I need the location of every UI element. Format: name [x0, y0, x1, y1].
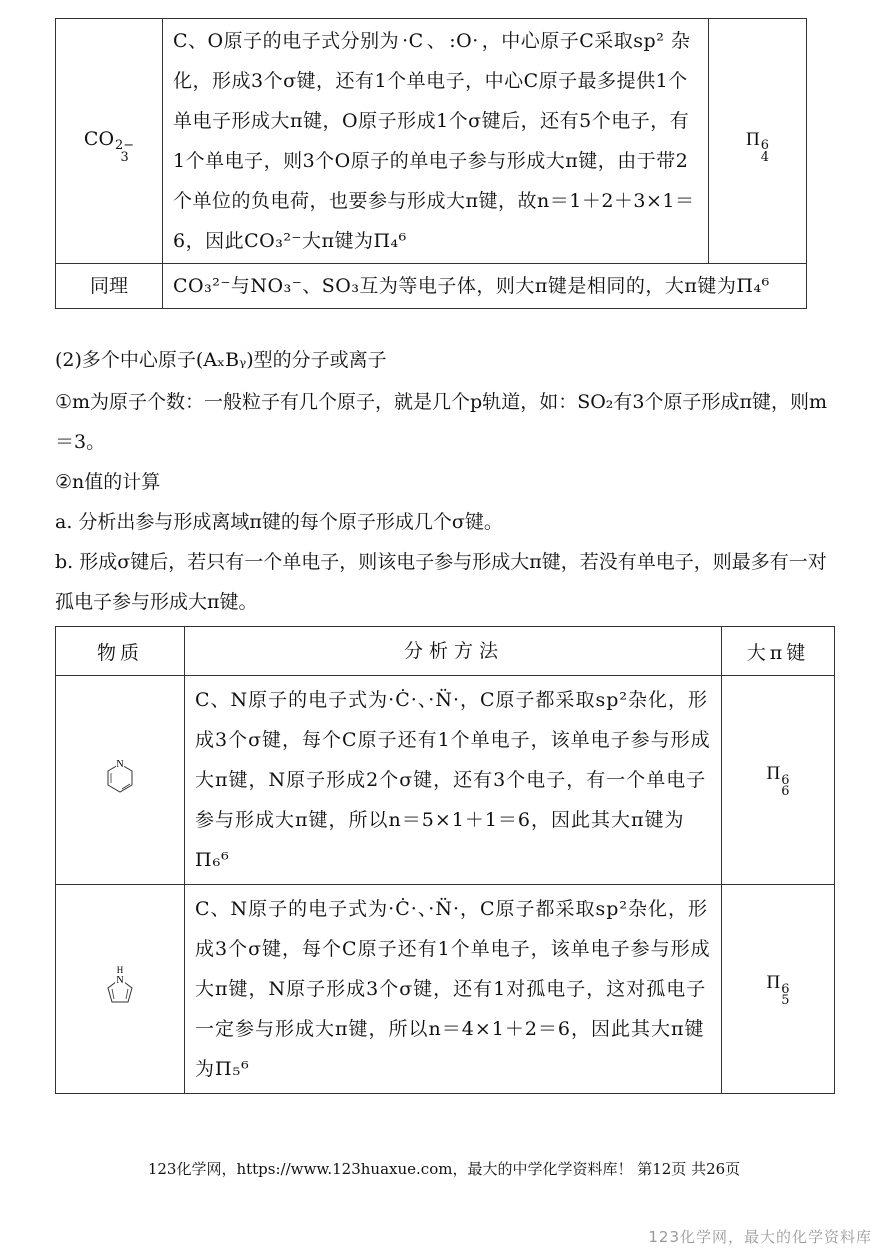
pi-symbol: Π — [746, 128, 760, 150]
result-cell — [722, 676, 835, 885]
svg-text:N: N — [116, 758, 124, 770]
pyridine-ring-icon — [102, 758, 138, 798]
electron-dot-o: :O· — [449, 30, 479, 52]
pyridine-structure — [56, 676, 185, 885]
pi-symbol: Π — [766, 972, 781, 994]
table-row — [56, 264, 807, 309]
analysis-intro: C、O原子的电子式分别为 — [173, 30, 400, 52]
pi-symbol: Π — [766, 763, 781, 785]
species-cell — [56, 19, 163, 264]
analysis-text: C、N原子的电子式为·Ċ·、·N̈·，C原子都采取sp²杂化，形成3个σ键，每个C原子还有1个单电子，该单电子参与形成大π键，N原子形成2个σ键，还有3个电子，有一个单电子参与形成大π键，所以n＝5×1＋1＝6，因此其大π键为Π₆⁶ — [185, 676, 722, 885]
header-substance: 物质 — [56, 627, 185, 676]
item-1: ①m为原子个数：一般粒子有几个原子，就是几个p轨道，如：SO₂有3个原子形成π键，则m＝3。 — [55, 391, 828, 453]
header-method: 分析方法 — [185, 627, 722, 676]
result-cell — [722, 885, 835, 1094]
item-2: ②n值的计算 — [55, 471, 161, 493]
electron-dot-c: ·C — [402, 30, 424, 52]
table-row — [56, 676, 835, 885]
table-row — [56, 885, 835, 1094]
table-header — [56, 627, 835, 676]
result-cell — [709, 19, 807, 264]
pyrrole-ring-icon — [98, 965, 142, 1009]
watermark: 123化学网，最大的化学资料库 — [648, 1228, 872, 1246]
table-row — [56, 19, 807, 264]
section-heading: (2)多个中心原子(AₓBᵧ)型的分子或离子 — [55, 349, 387, 371]
svg-text:N: N — [116, 974, 124, 986]
page-footer: 123化学网，https://www.123huaxue.com，最大的中学化学资料库！ 第12页 共26页 — [147, 1160, 741, 1178]
analysis-text: C、N原子的电子式为·Ċ·、·N̈·，C原子都采取sp²杂化，形成3个σ键，每个C原子还有1个单电子，该单电子参与形成大π键，N原子形成3个σ键，还有1对孤电子，这对孤电子一定参与形成大π键，所以n＝4×1＋2＝6，因此其大π键为Π₅⁶ — [185, 885, 722, 1094]
item-b: b. 形成σ键后，若只有一个单电子，则该电子参与形成大π键，若没有单电子，则最多有一对孤电子参与形成大π键。 — [55, 551, 827, 613]
pi-indices: 6 5 — [781, 981, 790, 1009]
pi-indices: 6 4 — [760, 138, 769, 165]
analysis-text: ，中心原子C采取sp² 杂化，形成3个σ键，还有1个单电子，中心C原子最多提供1个单电子形成大π键，O原子形成1个σ键后，还有5个电子，有1个单电子，则3个O原子的单电子参与形成大π键，由于带2个单位的负电荷，也要参与形成大π键，故n＝1＋2＋3×1＝6，因此CO₃²⁻大π键为Π₄⁶ — [173, 30, 695, 252]
header-pi-bond: 大π键 — [722, 627, 835, 676]
analysis-cell: C、O原子的电子式分别为 ·C 、 :O· ，中心原子C采取sp² 杂化，形成3个σ键，还有1个单电子，中心C原子最多提供1个单电子形成大π键，O原子形成1个σ键后，还有5个电子，有1个单电子，则3个O原子的单电子参与形成大π键，由于带2个单位的负电荷，也要参与形成大π键，故n＝1＋2＋3×1＝6，因此CO₃²⁻大π键为Π₄⁶ — [163, 19, 709, 264]
table-analysis — [55, 626, 835, 1094]
species-charge: 2− 3 — [115, 138, 135, 165]
svg-text:H: H — [116, 964, 124, 975]
item-a: a. 分析出参与形成离域π键的每个原子形成几个σ键。 — [55, 511, 503, 533]
table-top — [55, 18, 807, 309]
pi-indices: 6 6 — [781, 772, 790, 800]
row-label: 同理 — [56, 264, 163, 309]
row-text: CO₃²⁻与NO₃⁻、SO₃互为等电子体，则大π键是相同的，大π键为Π₄⁶ — [163, 264, 807, 309]
species-formula: CO — [83, 127, 115, 150]
pyrrole-structure — [56, 885, 185, 1094]
